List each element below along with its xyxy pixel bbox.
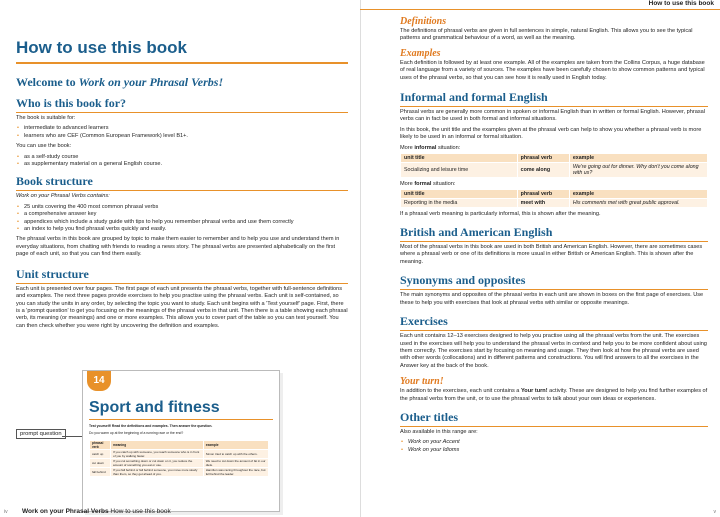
running-header: How to use this book <box>648 0 714 7</box>
who-intro: The book is suitable for: <box>16 115 76 121</box>
informal-para1: Phrasal verbs are generally more common in spoken or informal English than in written or formal English. However, phrasal verbs can in fact be used in both formal and informal situations. <box>400 109 705 123</box>
british-heading: British and American English <box>400 225 708 242</box>
table-row <box>90 468 269 477</box>
cell: meet with <box>517 198 569 207</box>
thumb-col-header: phrasal verb <box>90 441 111 450</box>
your-turn-heading: Your turn! <box>400 376 444 388</box>
label-prefix: More <box>400 180 415 187</box>
welcome-book-title: Work on your Phrasal Verbs! <box>78 75 224 89</box>
structure-heading: Book structure <box>16 174 348 191</box>
list-item: • intermediate to advanced learners <box>24 125 348 132</box>
cell: come along <box>517 162 569 177</box>
header-divider <box>360 9 720 10</box>
synonyms-heading: Synonyms and opposites <box>400 273 708 290</box>
table-row <box>401 162 708 177</box>
right-content <box>400 16 708 457</box>
table-row <box>90 450 269 459</box>
formal-table <box>400 189 708 208</box>
col-header: phrasal verb <box>517 153 569 162</box>
turn-text-bold: Your turn! <box>520 388 548 395</box>
more-informal-label <box>400 145 708 152</box>
thumb-cell: Hamilton was racing throughout the race, but fell behind the leader. <box>203 468 268 477</box>
list-item: • 25 units covering the 400 most common phrasal verbs <box>24 204 348 211</box>
cell: Socializing and leisure time <box>401 162 518 177</box>
turn-text-pre: In addition to the exercises, each unit contains a <box>400 388 521 395</box>
unit-title: Sport and fitness <box>89 399 220 416</box>
turn-text-post: activity. These are designed to help you find further examples of the phrasal verbs from the unit, or to use the phrasal verbs to talk about your own ideas or experiences. <box>400 388 708 402</box>
structure-para: The phrasal verbs in this book are grouped by topic to make them easier to remember and to help you use and understand them in everyday situations, from chatting with friends to reading a news story. The phrasal verbs are presented alphabetically on the first page of each unit, so that you can find them easily. <box>16 236 340 258</box>
list-item: • Work on your Accent <box>408 439 708 446</box>
other-titles-list <box>400 439 708 454</box>
thumb-cell: If you cut something down or cut down on it, you reduce the amount of something you eat or use. <box>111 459 204 468</box>
unit-page-thumbnail <box>82 370 280 512</box>
label-suffix: situation: <box>436 144 461 151</box>
informal-para2: In this book, the unit title and the examples given at the phrasal verb can help to show you whether a phrasal verb is more likely to be used in an informal or formal situation. <box>400 126 702 141</box>
footer-book-title: Work on your Phrasal Verbs <box>22 508 109 515</box>
cell: His comments met with great public approval. <box>569 198 707 207</box>
table-row <box>401 198 708 207</box>
page-number-left: iv <box>4 509 8 515</box>
unit-number-badge: 14 <box>87 371 111 391</box>
label-bold: informal <box>414 144 437 151</box>
your-turn-para <box>400 388 708 403</box>
label-suffix: situation: <box>431 180 456 187</box>
thumb-cell: We need to cut down the amount of fat in our diets. <box>203 459 268 468</box>
unit-para: Each unit is presented over four pages. The first page of each unit presents the phrasal verbs, together with full-sentence definitions and examples. The next three pages provide exercises to help you practise using the phrasal verbs. Each unit is self-contained, so you can study the units in any order, by selecting the topic you want to study. Each unit begins with a 'Test yourself' page. First, there is a 'prompt question' to get you focusing on the meanings of the phrasal verbs in that unit. Then there is a table showing each phrasal verb, its meaning (or meanings) and one or more examples. This allows you to cover part of the table so you can test yourself. You can then check whether you were right by uncovering the definition and examples. <box>16 285 348 329</box>
thumb-cell: If you catch up with someone, you reach someone who is in front of you by walking faster. <box>111 450 204 459</box>
exercises-heading: Exercises <box>400 314 708 331</box>
col-header: example <box>569 189 707 198</box>
informal-heading: Informal and formal English <box>400 90 708 107</box>
definitions-para: The definitions of phrasal verbs are given in full sentences in simple, natural English. This allows you to see the typical patterns and grammatical behaviour of a word, as well as the meaning. <box>400 28 693 42</box>
who-list <box>16 125 348 140</box>
unit-heading: Unit structure <box>16 267 348 284</box>
who-heading: Who is this book for? <box>16 96 348 113</box>
footer <box>22 508 171 515</box>
use-list <box>16 154 348 169</box>
thumb-cell: fall behind <box>90 468 111 477</box>
list-item: • appendices which include a study guide with tips to help you remember phrasal verbs and use them correctly <box>24 219 348 226</box>
left-content <box>16 75 348 333</box>
informal-table <box>400 153 708 178</box>
examples-heading: Examples <box>400 47 441 59</box>
other-titles-intro: Also available in this range are: <box>400 428 478 435</box>
col-header: unit title <box>401 153 518 162</box>
col-header: example <box>569 153 707 162</box>
thumb-divider <box>89 419 273 420</box>
thumb-prompt-question: Do you warm up at the beginning of a running race or the end? <box>89 431 184 435</box>
page-number-right: v <box>713 509 716 515</box>
list-item: • Work on your Idioms <box>408 447 708 454</box>
british-para: Most of the phrasal verbs in this book are used in both British and American English. However, there are sometimes cases where a phrasal verb or one of its definitions is more usual in either British or American English. This is shown after the meaning. <box>400 244 703 265</box>
use-intro: You can use the book: <box>16 143 72 150</box>
welcome-heading <box>16 75 348 90</box>
thumb-cell: Simon tried to catch up with the others. <box>203 450 268 459</box>
structure-list <box>16 204 348 234</box>
table-row <box>90 459 269 468</box>
footer-section: How to use this book <box>110 508 171 515</box>
structure-intro: Work on your Phrasal Verbs contains: <box>16 193 110 200</box>
other-titles-heading: Other titles <box>400 410 708 427</box>
title-divider <box>16 62 348 64</box>
right-page <box>360 0 720 517</box>
cell: We're going out for dinner. Why don't you come along with us? <box>569 162 707 177</box>
label-prefix: More <box>400 144 415 151</box>
informal-after: If a phrasal verb meaning is particularly informal, this is shown after the meaning. <box>400 210 601 217</box>
more-formal-label <box>400 181 708 188</box>
page-title: How to use this book <box>16 38 187 57</box>
thumb-table <box>89 440 269 477</box>
cell: Reporting in the media <box>401 198 518 207</box>
label-bold: formal <box>414 180 432 187</box>
list-item: • as a self-study course <box>24 154 348 161</box>
synonyms-para: The main synonyms and opposites of the phrasal verbs in each unit are shown in boxes on the first page of exercises. Use these to help you with exercises that look at phrasal verbs with similar or opposite meanings. <box>400 292 704 306</box>
thumb-test-instruction: Test yourself! Read the definitions and examples. Then answer the question. <box>89 424 213 428</box>
list-item: • an index to help you find phrasal verbs quickly and easily. <box>24 226 348 233</box>
thumb-cell: catch up <box>90 450 111 459</box>
examples-para: Each definition is followed by at least one example. All of the examples are taken from the Collins Corpus, a huge database of real language from a variety of sources. The examples have been carefully chosen to show common patterns and typical uses of the phrasal verbs, so that you can see how it is really used in English today. <box>400 59 705 81</box>
col-header: phrasal verb <box>517 189 569 198</box>
welcome-prefix: Welcome to <box>16 75 79 89</box>
prompt-question-callout: prompt question <box>16 429 66 439</box>
thumb-cell: If you fall behind or fall behind someone, you move more slowly than them, so they get ahead of you. <box>111 468 204 477</box>
col-header: unit title <box>401 189 518 198</box>
list-item: • as supplementary material on a general English course. <box>24 161 348 168</box>
definitions-heading: Definitions <box>400 16 447 27</box>
thumb-col-header: example <box>203 441 268 450</box>
thumb-col-header: meaning <box>111 441 204 450</box>
thumb-cell: cut down <box>90 459 111 468</box>
list-item: • learners who are CEF (Common European Framework) level B1+. <box>24 133 348 140</box>
exercises-para: Each unit contains 12–13 exercises designed to help you practise using all the phrasal verbs from the unit. The exercises used in the exercises will help you to understand the phrasal verbs in context and help you to be more confident about using them correctly. The exercises start by focusing on meaning and usage. They then look at how the phrasal verbs are used with other words (collocations) and in different patterns and constructions. You will find answers to all the exercises in the Answer key at the back of the book. <box>400 333 707 369</box>
list-item: • a comprehensive answer key <box>24 211 348 218</box>
